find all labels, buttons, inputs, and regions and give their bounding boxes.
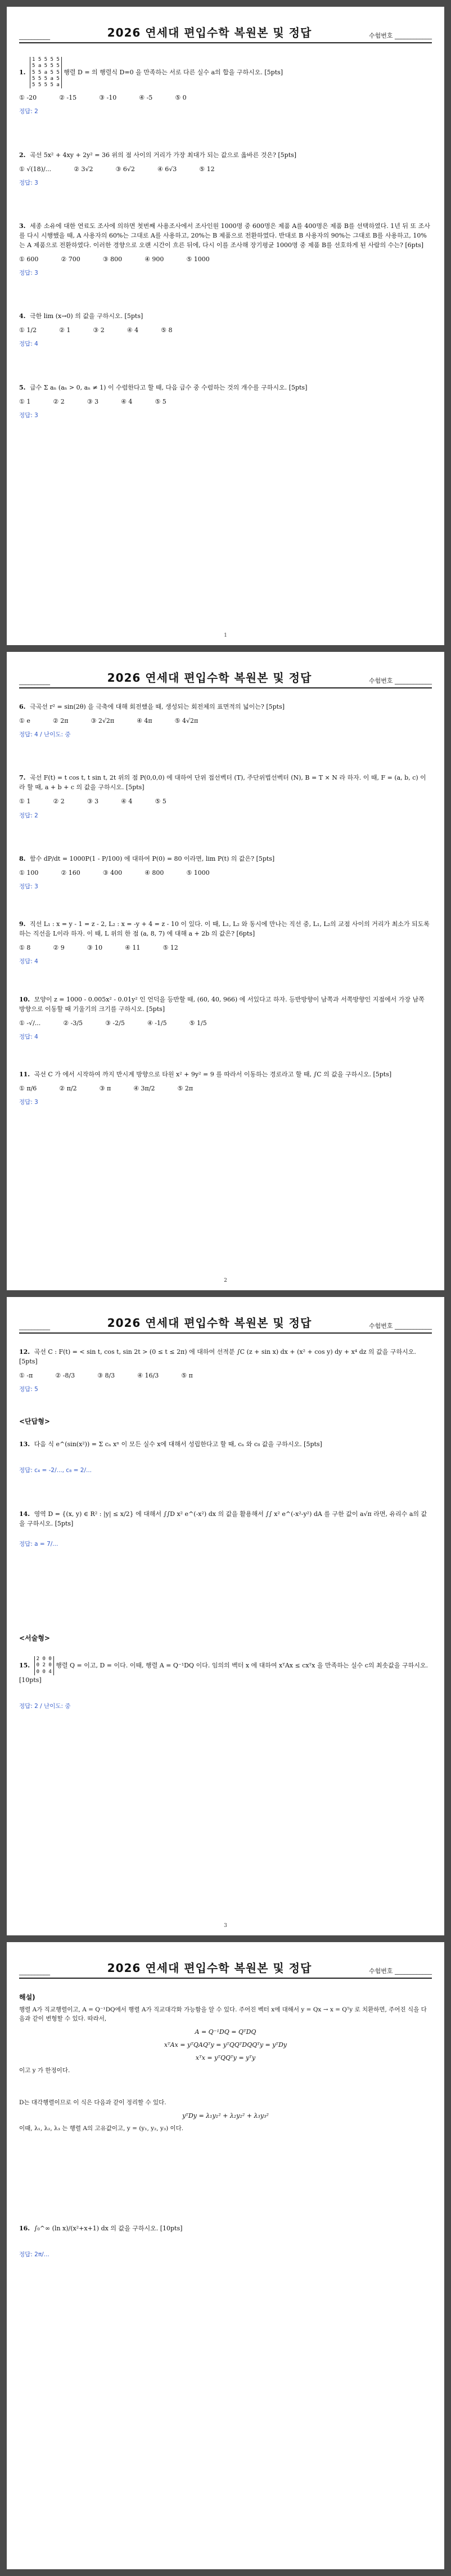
question-text: 직선 L₁ : x = y - 1 = z - 2, L₂ : x = -y + 4 = z - 10 이 있다. 이 때, L₁, L₂ 와 동시에 만나는 직선 중, L₁, L₂의 교점 사이의 거리가 최소가 되도록 하는 직선을 L이라 하자. 이 때, L 위의 한 점 (a, 8, 7) 에 대해 a + 2b 의 값은? [6pts] bbox=[19, 920, 430, 938]
choice: ⑤ 4√2π bbox=[174, 717, 199, 725]
choices bbox=[19, 325, 432, 335]
matrix-row: 2 0 0 bbox=[36, 1656, 52, 1662]
matrix-d bbox=[34, 1656, 54, 1675]
question-text: 함수 dP/dt = 1000P(1 - P/100) 에 대하여 P(0) = 80 이라면, lim P(t) 의 값은? [5pts] bbox=[29, 855, 275, 862]
choices bbox=[19, 797, 432, 806]
page-title: 2026 연세대 편입수학 복원본 및 정답 bbox=[107, 671, 312, 685]
page-header bbox=[19, 1297, 432, 1334]
choice: ② -3/5 bbox=[63, 1019, 83, 1027]
choices bbox=[19, 254, 432, 264]
choice: ⑤ 2π bbox=[177, 1084, 193, 1092]
page-header bbox=[19, 652, 432, 688]
choice: ② -8/3 bbox=[55, 1372, 75, 1380]
choice: ③ 2 bbox=[93, 327, 105, 334]
answer: 정답: 2 bbox=[19, 812, 38, 819]
question-text: ∫₀^∞ (ln x)/(x²+x+1) dx 의 값을 구하시오. [10pts] bbox=[34, 2224, 183, 2232]
question-number: 12. bbox=[19, 1348, 30, 1356]
question-9 bbox=[19, 919, 432, 966]
question-number: 9. bbox=[19, 920, 26, 928]
exam-page-2 bbox=[7, 652, 444, 1290]
choice: ① 8 bbox=[19, 944, 31, 952]
question-7 bbox=[19, 773, 432, 820]
question-text: 영역 D = {(x, y) ∈ R² : |y| ≤ x/2} 에 대해서 ∫∫D x² e^(-x²) dx 의 값을 활용해서 ∫∫ x² e^(-x²-y²) dA 를 구한 값이 a√π 라면, 유리수 a의 값을 구하시오. [5pts] bbox=[19, 1510, 427, 1527]
choice: ④ 4 bbox=[121, 798, 133, 806]
choice: ② 9 bbox=[53, 944, 65, 952]
question-2 bbox=[19, 150, 432, 187]
choices bbox=[19, 1018, 432, 1028]
answer: 정답: 4 bbox=[19, 958, 38, 965]
answer: 정답: 3 bbox=[19, 270, 38, 277]
equation: A = Q⁻¹DQ = QᵀDQ bbox=[195, 2028, 256, 2036]
choice: ④ 4π bbox=[137, 717, 152, 725]
choice: ② 160 bbox=[61, 869, 80, 876]
matrix-row: 5 5 5 5 a bbox=[31, 82, 60, 88]
header-blank-left: __________ bbox=[19, 1968, 50, 1975]
choices bbox=[19, 164, 432, 174]
choice: ② 1 bbox=[59, 327, 71, 334]
question-text: 세종 소유에 대한 연료도 조사에 의하면 첫번째 사용조사에서 조사인원 1000명 중 600명은 제품 A를 400명은 제품 B를 선택하였다. 1년 뒤 또 조사를 다시 시행했을 때, A 사용자의 60%는 그대로 A를 사용하고, 20%는 B 제품으로 전환하였다. 반대로 B 사용자의 90%는 그대로 B를 사용하고, 10%는 A 제품으로 전환하였다. 이러한 경향으로 오랜 시간이 흐른 뒤에, 다시 이를 조사해 장기평균 1000명 중 제품 B를 선호하게 된 사람의 수는? [6pts] bbox=[19, 222, 430, 249]
answer: 정답: 4 bbox=[19, 1033, 38, 1040]
exam-page-3 bbox=[7, 1297, 444, 1935]
choice: ④ -1/5 bbox=[147, 1019, 167, 1027]
solution-block bbox=[19, 1992, 432, 2076]
choice: ② 700 bbox=[61, 256, 80, 263]
choice: ③ -2/5 bbox=[105, 1019, 125, 1027]
choice: ① -20 bbox=[19, 94, 37, 102]
choice: ④ 11 bbox=[125, 944, 141, 952]
page-number: 1 bbox=[224, 633, 227, 638]
page-header bbox=[19, 1942, 432, 1979]
matrix-row: 0 0 4 bbox=[36, 1669, 52, 1675]
choice: ③ 400 bbox=[102, 869, 123, 876]
choice: ① 1 bbox=[19, 798, 31, 806]
answer: 정답: 2 bbox=[19, 108, 38, 115]
answer: 정답: 2 / 난이도: 중 bbox=[19, 1702, 71, 1710]
question-number: 7. bbox=[19, 774, 26, 782]
answer: 정답: 4 / 난이도: 중 bbox=[19, 731, 71, 739]
choice: ④ 6√3 bbox=[157, 165, 177, 173]
question-13 bbox=[19, 1439, 432, 1475]
question-15 bbox=[19, 1656, 432, 1711]
choice: ⑤ 1/5 bbox=[189, 1019, 207, 1027]
question-text: 곡선 5x² + 4xy + 2y² = 36 위의 점 사이의 거리가 가장 최대가 되는 값으로 옳바른 것은? [5pts] bbox=[29, 151, 297, 159]
question-16 bbox=[19, 2224, 432, 2259]
choices bbox=[19, 868, 432, 878]
question-number: 2. bbox=[19, 151, 26, 159]
solution-text: 행렬 A가 직교행렬이고, A = Q⁻¹DQ에서 행렬 A가 직교대각화 가능함을 알 수 있다. 주어진 벡터 x에 대해서 y = Qx → x = Qᵀy 로 치환하면, 주어진 식을 다음과 같이 변형할 수 있다. 따라서, bbox=[19, 2006, 427, 2023]
matrix-row: 5 a 5 5 5 bbox=[31, 63, 60, 69]
header-blank-right: 수험번호 ____________ bbox=[368, 1322, 432, 1330]
page-number: 2 bbox=[224, 1278, 227, 1283]
choice: ④ 4 bbox=[127, 327, 139, 334]
header-blank-right: 수험번호 ____________ bbox=[368, 677, 432, 685]
choices bbox=[19, 93, 432, 102]
question-number: 5. bbox=[19, 383, 26, 391]
choice: ① 100 bbox=[19, 869, 39, 876]
answer: 정답: 5 bbox=[19, 1386, 38, 1393]
question-number: 3. bbox=[19, 222, 26, 230]
page-number: 3 bbox=[224, 1923, 227, 1929]
question-1 bbox=[19, 57, 432, 117]
solution-text: 이고 y 가 한정이다. bbox=[19, 2067, 70, 2074]
choice: ① √(18)/... bbox=[19, 165, 52, 173]
choice: ③ 2√2π bbox=[91, 717, 115, 725]
matrix-row: 0 2 0 bbox=[36, 1662, 52, 1669]
choice: ③ 6√2 bbox=[115, 165, 135, 173]
choice: ② π/2 bbox=[59, 1084, 77, 1092]
header-blank-right: 수험번호 ____________ bbox=[368, 1967, 432, 1975]
choice: ② -15 bbox=[59, 94, 77, 102]
choice: ① e bbox=[19, 717, 30, 725]
matrix-row: 1 5 5 5 5 bbox=[31, 57, 60, 62]
question-text: 곡선 C 가 에서 시작하여 까지 반시계 방향으로 타원 x² + 9y² = 9 를 따라서 이동하는 경로라고 할 때, ∫C 의 값을 구하시오. [5pts] bbox=[34, 1070, 392, 1078]
choice: ① -√/... bbox=[19, 1019, 41, 1027]
choices bbox=[19, 716, 432, 726]
question-5 bbox=[19, 383, 432, 420]
question-text: 극곡선 r² = sin(2θ) 을 극축에 대해 회전했을 때, 생성되는 회전체의 표면적의 넓이는? [5pts] bbox=[29, 703, 285, 710]
question-number: 15. bbox=[19, 1661, 30, 1669]
choice: ⑤ 5 bbox=[155, 798, 166, 806]
matrix-d bbox=[30, 57, 62, 88]
choice: ④ 800 bbox=[145, 869, 164, 876]
question-text: 곡선 F(t) = t cos t, t sin t, 2t 위의 점 P(0,0,0) 에 대하여 단위 접선벡터 (T), 주단위법선벡터 (N), B = T × N 라 하자. 이 때, F = (a, b, c) 이라 할 때, a + b + c 의 값을 구하시오. [5pts] bbox=[19, 774, 426, 791]
choice: ③ 8/3 bbox=[97, 1372, 115, 1380]
question-10 bbox=[19, 995, 432, 1041]
question-3 bbox=[19, 221, 432, 278]
choice: ③ π bbox=[99, 1084, 111, 1092]
question-text: 행렬 D = 의 행렬식 D=0 을 만족하는 서로 다른 실수 a의 합을 구하시오. [5pts] bbox=[64, 69, 283, 77]
choice: ① 1/2 bbox=[19, 327, 37, 334]
header-blank-right: 수험번호 ____________ bbox=[368, 32, 432, 39]
choice: ⑤ 5 bbox=[155, 397, 166, 405]
answer: 정답: 3 bbox=[19, 1099, 38, 1106]
matrix-row: 5 5 5 a 5 bbox=[31, 75, 60, 82]
answer: 정답: 3 bbox=[19, 883, 38, 890]
page-header bbox=[19, 7, 432, 43]
choice: ③ 3 bbox=[87, 798, 99, 806]
choice: ② 2 bbox=[53, 798, 65, 806]
choice: ④ -5 bbox=[139, 94, 153, 102]
choice: ⑤ 8 bbox=[161, 327, 173, 334]
choice: ② 2π bbox=[52, 717, 69, 725]
question-number: 14. bbox=[19, 1510, 30, 1518]
question-12 bbox=[19, 1347, 432, 1394]
choice: ④ 3π/2 bbox=[133, 1084, 155, 1092]
equation: xᵀAx = yᵀQAQᵀy = yᵀQQᵀDQQᵀy = yᵀDy bbox=[164, 2041, 287, 2049]
choice: ① 1 bbox=[19, 397, 31, 405]
choice: ③ 10 bbox=[87, 944, 103, 952]
page-title: 2026 연세대 편입수학 복원본 및 정답 bbox=[107, 26, 312, 39]
choices bbox=[19, 397, 432, 406]
question-text: 곡선 C : F(t) = < sin t, cos t, sin 2t > (0 ≤ t ≤ 2π) 에 대하여 선적분 ∫C (z + sin x) dx + (x² + cos y) dy + x⁴ dz 의 값을 구하시오. [5pts] bbox=[19, 1348, 416, 1366]
section-heading-essay: <서술형> bbox=[19, 1634, 50, 1643]
choice: ⑤ 12 bbox=[199, 165, 215, 173]
solution-text: D는 대각행렬이므로 이 식은 다음과 같이 정리할 수 있다. bbox=[19, 2099, 166, 2107]
question-4 bbox=[19, 311, 432, 348]
answer: 정답: 2π/... bbox=[19, 2251, 49, 2258]
choice: ③ -10 bbox=[99, 94, 117, 102]
equation: xᵀx = yᵀQQᵀy = yᵀy bbox=[195, 2054, 256, 2062]
question-number: 10. bbox=[19, 995, 30, 1003]
question-text: 급수 Σ aₙ (aₙ > 0, aₙ ≠ 1) 이 수렴한다고 할 때, 다음 급수 중 수렴하는 것의 개수를 구하시오. [5pts] bbox=[29, 383, 308, 391]
page-title: 2026 연세대 편입수학 복원본 및 정답 bbox=[107, 1961, 312, 1975]
matrix-row: 5 5 a 5 5 bbox=[31, 69, 60, 75]
choice: ② 3√2 bbox=[74, 165, 93, 173]
solution-heading: 해설) bbox=[19, 1993, 35, 2001]
choice: ⑤ 0 bbox=[175, 94, 187, 102]
answer: 정답: 3 bbox=[19, 179, 38, 186]
question-text: 모양이 z = 1000 - 0.005x² - 0.01y² 인 언덕을 등반할 때, (60, 40, 966) 에 서있다고 하자. 등반방향이 남쪽과 서쪽방향인 지점에서 가장 남쪽 방향으로 이동할 때 기울기의 크기를 구하시오. [5pts] bbox=[19, 995, 425, 1013]
question-number: 4. bbox=[19, 312, 26, 320]
answer: 정답: a = 7/... bbox=[19, 1540, 58, 1548]
question-14 bbox=[19, 1509, 432, 1549]
choice: ⑤ 12 bbox=[163, 944, 178, 952]
question-number: 16. bbox=[19, 2224, 30, 2232]
question-11 bbox=[19, 1070, 432, 1107]
question-number: 13. bbox=[19, 1441, 30, 1448]
question-text: 극한 lim (x→0) 의 값을 구하시오. [5pts] bbox=[29, 312, 143, 320]
choice: ② 2 bbox=[53, 397, 65, 405]
question-6 bbox=[19, 702, 432, 739]
question-number: 6. bbox=[19, 703, 26, 710]
question-8 bbox=[19, 854, 432, 891]
exam-page-1 bbox=[7, 7, 444, 645]
question-number: 1. bbox=[19, 69, 26, 77]
choice: ④ 4 bbox=[121, 397, 133, 405]
choice: ④ 900 bbox=[145, 256, 164, 263]
answer: 정답: c₄ = -2/..., c₈ = 2/... bbox=[19, 1467, 92, 1474]
choice: ③ 3 bbox=[87, 397, 99, 405]
choices bbox=[19, 943, 432, 952]
question-number: 8. bbox=[19, 855, 26, 862]
question-number: 11. bbox=[19, 1070, 30, 1078]
choice: ① 600 bbox=[19, 256, 39, 263]
choices bbox=[19, 1084, 432, 1093]
header-blank-left: __________ bbox=[19, 678, 50, 685]
answer: 정답: 3 bbox=[19, 412, 38, 419]
solution-block-2 bbox=[19, 2098, 432, 2134]
choice: ④ 16/3 bbox=[137, 1372, 159, 1380]
choice: ⑤ 1000 bbox=[186, 869, 210, 876]
header-blank-left: __________ bbox=[19, 33, 50, 40]
header-blank-left: __________ bbox=[19, 1323, 50, 1330]
solution-text: 이때, λ₁, λ₂, λ₃ 는 행렬 A의 고유값이고, y = (y₁, y₂, y₃) 이다. bbox=[19, 2125, 184, 2132]
choice: ⑤ 1000 bbox=[186, 256, 210, 263]
choice: ① -π bbox=[19, 1372, 33, 1380]
question-text: 행렬 Q = 이고, D = 이다. 이때, 행렬 A = Q⁻¹DQ 이다. 임의의 벡터 x 에 대하여 xᵀAx ≤ cxᵀx 을 만족하는 실수 c의 최솟값을 구하시오. [10pts] bbox=[19, 1661, 429, 1684]
question-text: 다음 식 e^(sin(x²)) = Σ cₙ xⁿ 이 모든 실수 x에 대해서 성립한다고 할 때, cₙ 와 c₈ 값을 구하시오. [5pts] bbox=[34, 1441, 322, 1448]
page-title: 2026 연세대 편입수학 복원본 및 정답 bbox=[107, 1316, 312, 1330]
choice: ① π/6 bbox=[19, 1084, 37, 1092]
choice: ③ 800 bbox=[102, 256, 123, 263]
choice: ⑤ π bbox=[181, 1372, 193, 1380]
equation: yᵀDy = λ₁y₁² + λ₂y₂² + λ₃y₃² bbox=[182, 2112, 269, 2119]
section-heading-short-answer: <단답형> bbox=[19, 1417, 50, 1426]
exam-page-4 bbox=[7, 1942, 444, 2569]
choices bbox=[19, 1371, 432, 1380]
answer: 정답: 4 bbox=[19, 341, 38, 348]
